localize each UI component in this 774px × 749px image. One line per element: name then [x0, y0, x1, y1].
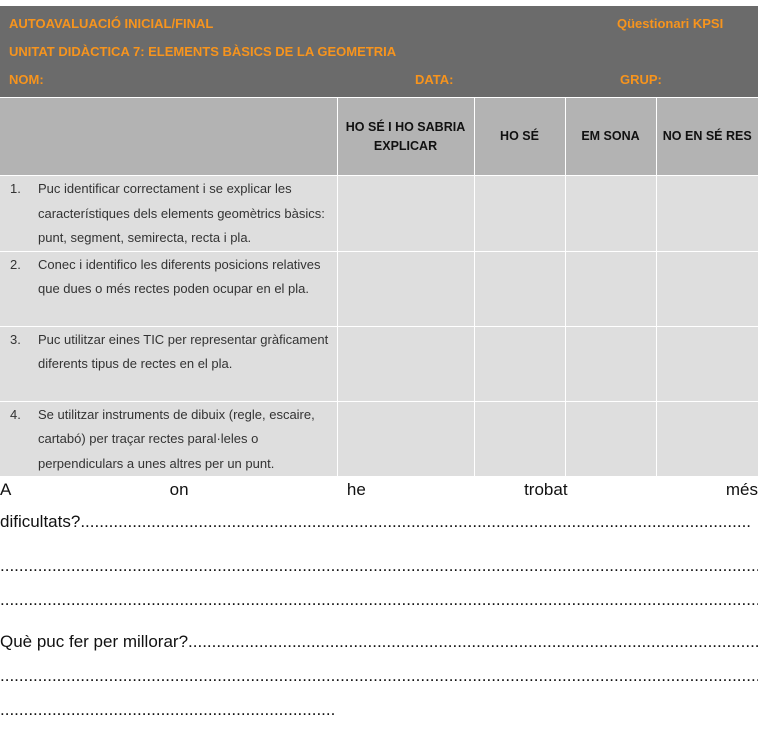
answer-dots	[0, 556, 758, 576]
question-1-line-b[interactable]	[0, 512, 752, 534]
column-header-familiar: EM SONA	[565, 98, 656, 176]
unit-title: UNITAT DIDÀCTICA 7: ELEMENTS BÀSICS DE LA GEOMETRIA	[9, 44, 397, 59]
answer-dots	[0, 700, 336, 720]
column-header-item	[0, 98, 337, 176]
answer-dots	[188, 632, 758, 652]
answer-cell-dont-know[interactable]	[656, 401, 758, 476]
q1-word: on	[169, 480, 189, 499]
answer-dots	[80, 512, 752, 532]
table-row	[0, 326, 758, 401]
item-text: Puc utilitzar eines TIC per representar gràficament diferents tipus de rectes en el pla.	[38, 331, 329, 371]
column-header-know: HO SÉ	[474, 98, 565, 176]
kpsi-document	[0, 6, 758, 651]
answer-cell-dont-know[interactable]	[656, 251, 758, 326]
answer-dots	[0, 590, 758, 610]
q2-text: Què puc fer per millorar?	[0, 632, 189, 651]
q1-word: més	[725, 480, 758, 499]
answer-line-2[interactable]	[0, 590, 758, 612]
item-number: 2.	[10, 256, 21, 272]
item-cell	[0, 176, 337, 252]
document-title: AUTOAVALUACIÓ INICIAL/FINAL	[9, 16, 214, 31]
kpsi-table	[0, 97, 758, 476]
answer-cell-familiar[interactable]	[565, 401, 656, 476]
answer-cell-know[interactable]	[474, 401, 565, 476]
q1-rest-text: dificultats?	[0, 512, 81, 531]
answer-line-3[interactable]	[0, 666, 758, 688]
table-row	[0, 401, 758, 476]
answer-cell-dont-know[interactable]	[656, 176, 758, 252]
answer-cell-dont-know[interactable]	[656, 326, 758, 401]
item-text: Se utilitzar instruments de dibuix (regle, escaire, cartabó) per traçar rectes paral·leles o perpendiculars a unes altres per un punt.	[38, 406, 315, 471]
answer-cell-explain[interactable]	[337, 251, 474, 326]
q1-word: he	[346, 480, 366, 499]
item-cell	[0, 251, 337, 326]
answer-cell-explain[interactable]	[337, 176, 474, 252]
date-label: DATA:	[415, 72, 454, 87]
table-row	[0, 251, 758, 326]
table-row	[0, 176, 758, 252]
item-cell	[0, 401, 337, 476]
item-cell	[0, 326, 337, 401]
header-band	[0, 6, 758, 97]
answer-cell-know[interactable]	[474, 176, 565, 252]
table-header-row	[0, 98, 758, 176]
name-label: NOM:	[9, 72, 44, 87]
item-number: 4.	[10, 406, 21, 422]
answer-cell-familiar[interactable]	[565, 176, 656, 252]
question-2-line[interactable]	[0, 632, 758, 654]
answer-cell-familiar[interactable]	[565, 251, 656, 326]
answer-line-4[interactable]	[0, 700, 336, 722]
q1-word: A	[0, 480, 12, 499]
group-label: GRUP:	[620, 72, 662, 87]
column-header-dont-know: NO EN SÉ RES	[656, 98, 758, 176]
answer-cell-know[interactable]	[474, 251, 565, 326]
item-text: Conec i identifico les diferents posicions relatives que dues o més rectes poden ocupar en el pla.	[38, 256, 321, 296]
answer-cell-explain[interactable]	[337, 401, 474, 476]
item-number: 3.	[10, 331, 21, 347]
column-header-explain: HO SÉ I HO SABRIA EXPLICAR	[337, 98, 474, 176]
item-number: 1.	[10, 181, 21, 196]
answer-cell-familiar[interactable]	[565, 326, 656, 401]
answer-line-1[interactable]	[0, 556, 758, 578]
answer-cell-explain[interactable]	[337, 326, 474, 401]
question-1-line-a	[0, 480, 758, 502]
answer-dots	[0, 666, 758, 686]
questionnaire-label: Qüestionari KPSI	[617, 16, 724, 31]
q1-word: trobat	[524, 480, 568, 499]
item-text: Puc identificar correctament i se explicar les característiques dels elements geomètrics bàsics: punt, segment, semirecta, recta i pla.	[38, 181, 325, 245]
answer-cell-know[interactable]	[474, 326, 565, 401]
